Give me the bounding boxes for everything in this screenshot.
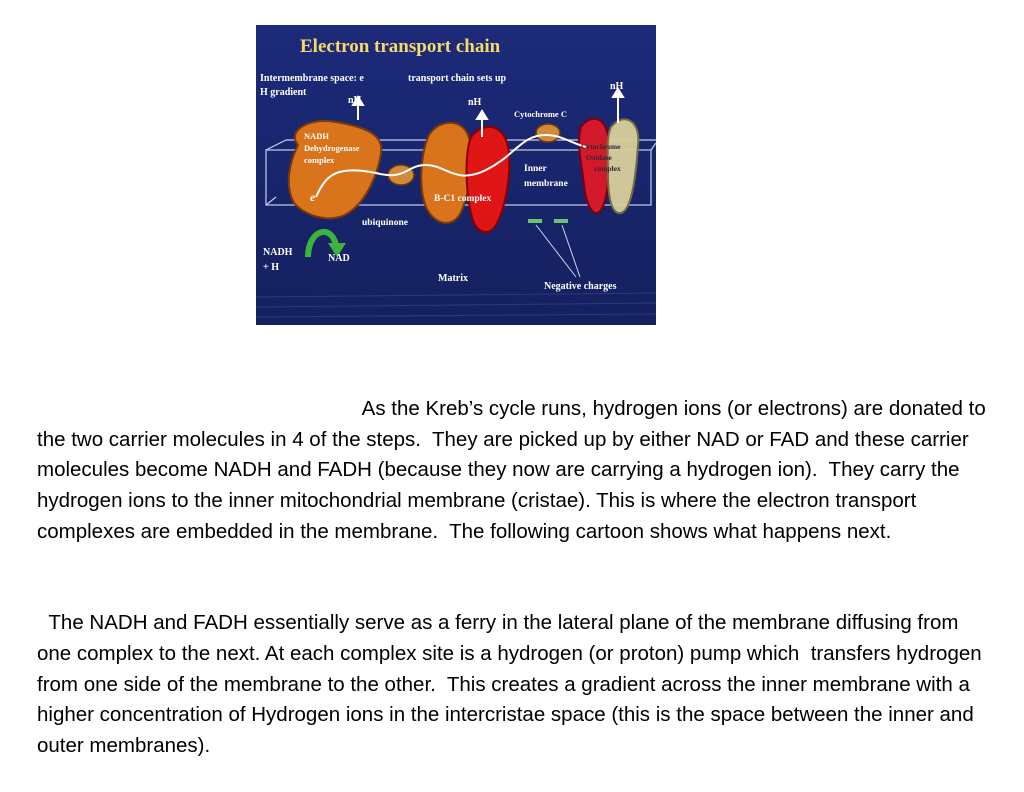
- label-bc1-complex: B-C1 complex: [434, 194, 492, 204]
- label-nadh-h-2: + H: [263, 262, 279, 273]
- label-nadh-dehydrogenase-1: NADH: [304, 131, 330, 141]
- label-cyt-oxidase-1: Cytochrome: [581, 142, 621, 151]
- label-nad: NAD: [328, 253, 350, 264]
- label-nh-1: nH: [348, 95, 362, 106]
- figure-title: Electron transport chain: [300, 36, 501, 57]
- label-e-minus: e: [310, 190, 316, 204]
- label-inner-membrane-1: Inner: [524, 164, 547, 174]
- electron-transport-chain-figure: [256, 25, 656, 325]
- paragraph-1: [37, 394, 997, 547]
- body-text: [37, 333, 997, 792]
- paragraph-1-text: As the Kreb’s cycle runs, hydrogen ions (or electrons) are donated to the two carrier molecules in 4 of the steps. They are picked up by either NAD or FAD and these carrier molecules become NADH and FADH (because they now are carrying a hydrogen ion). They carry the hydrogen ions to the inner mitochondrial membrane (cristae). This is where the electron transport complexes are embedded in the membrane. The following cartoon shows what happens next.: [37, 397, 992, 543]
- label-ubiquinone: ubiquinone: [362, 218, 408, 228]
- label-cyt-oxidase-3: complex: [594, 164, 621, 173]
- label-cyt-oxidase-2: Oxidase: [586, 153, 612, 162]
- paragraph-1-indent: [37, 397, 362, 420]
- label-nh-2: nH: [468, 97, 482, 108]
- label-matrix: Matrix: [438, 273, 468, 284]
- label-intermembrane-1: Intermembrane space: e: [260, 73, 364, 84]
- paragraph-2: The NADH and FADH essentially serve as a ferry in the lateral plane of the membrane diffusing from one complex to the next. At each complex site is a hydrogen (or proton) pump which transfers hydrogen from one side of the membrane to the other. This creates a gradient across the inner membrane with a higher concentration of Hydrogen ions in the intercristae space (this is the space between the inner and outer membranes).: [37, 611, 988, 757]
- label-intermembrane-2: H gradient: [260, 87, 307, 98]
- label-nadh-h-1: NADH: [263, 247, 293, 258]
- label-nadh-dehydrogenase-3: complex: [304, 155, 335, 165]
- cytochrome-c-shape: [536, 124, 560, 142]
- label-negative-charges: Negative charges: [544, 281, 617, 292]
- label-cytochrome-c: Cytochrome C: [514, 109, 567, 119]
- label-nh-3: nH: [610, 81, 624, 92]
- label-intermembrane-1b: transport chain sets up: [408, 73, 507, 84]
- label-nadh-dehydrogenase-2: Dehydrogenase: [304, 143, 360, 153]
- label-inner-membrane-2: membrane: [524, 179, 568, 189]
